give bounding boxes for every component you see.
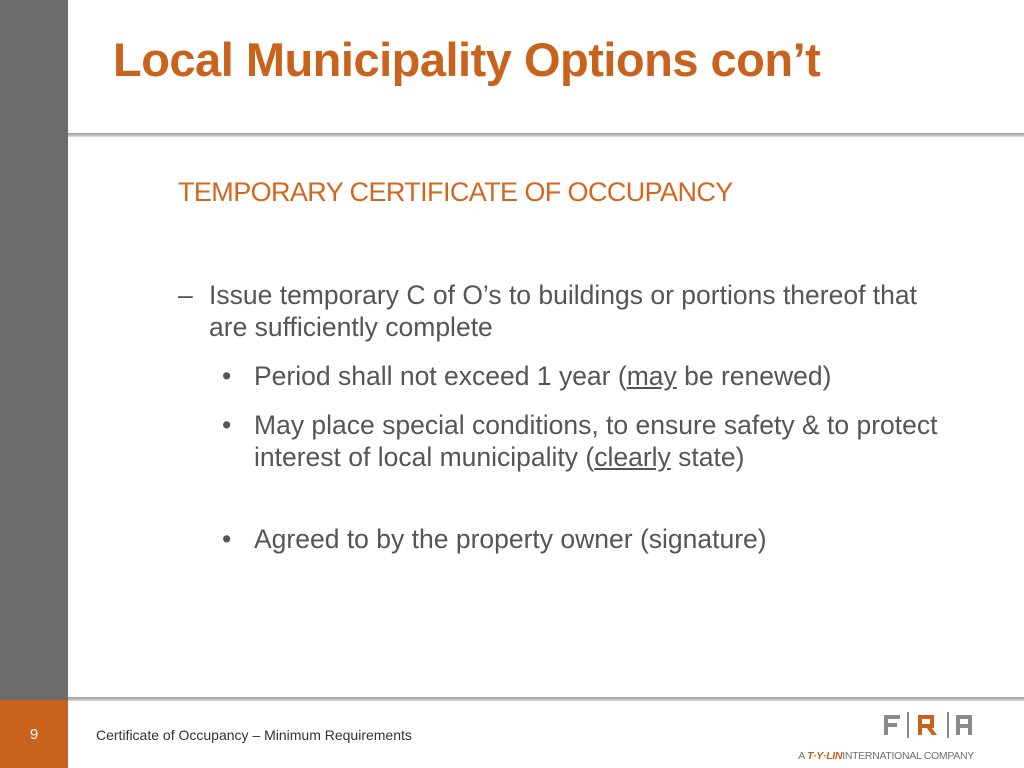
bullet-marker: • [222, 524, 232, 554]
sub-bullet [222, 409, 942, 473]
sub-bullet-text: May place special conditions, to ensure safety & to protect interest of local municipality (clearly state) [254, 410, 938, 472]
dash-marker: – [178, 280, 193, 310]
fra-logo [880, 712, 976, 738]
slide-title: Local Municipality Options con’t [113, 33, 821, 86]
main-bullet [178, 279, 938, 343]
sub-bullet [222, 360, 942, 392]
main-bullet-text: Issue temporary C of O’s to buildings or portions thereof that are sufficiently complete [209, 280, 918, 342]
footer-divider [68, 697, 1024, 701]
underlined-word: may [626, 361, 677, 391]
bullet-marker: • [222, 410, 232, 440]
page-number-box [0, 700, 68, 768]
sub-bullet-text: Period shall not exceed 1 year (may be renewed) [254, 361, 832, 391]
tylin-brand: T·Y·LIN [806, 750, 843, 762]
footer-title: Certificate of Occupancy – Minimum Requirements [96, 727, 412, 743]
title-divider [68, 133, 1024, 137]
page-number: 9 [29, 726, 39, 743]
sub-bullet-text: Agreed to by the property owner (signature) [254, 524, 767, 554]
bullet-marker: • [222, 361, 232, 391]
company-tagline: A T·Y·LININTERNATIONAL COMPANY [798, 750, 974, 762]
left-sidebar-bar [0, 0, 68, 700]
section-subheading: TEMPORARY CERTIFICATE OF OCCUPANCY [178, 177, 733, 207]
sub-bullet [222, 523, 942, 555]
underlined-word: clearly [594, 442, 671, 472]
